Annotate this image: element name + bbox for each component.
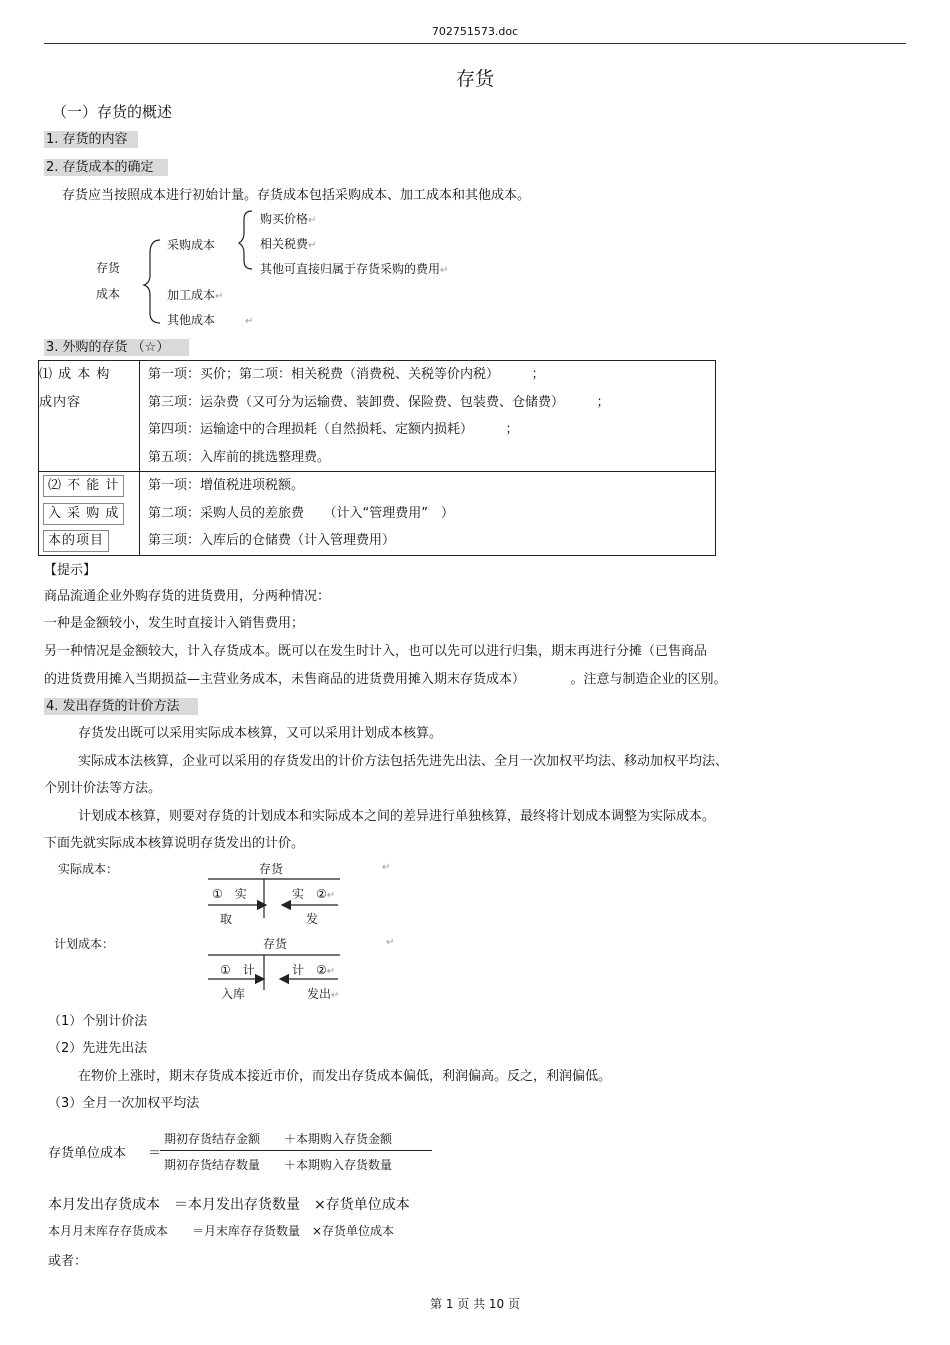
- actual-left-arrow-label: 取: [220, 912, 233, 926]
- formula-issue-cost: 本月发出存货成本 ＝本月发出存货数量 ×存货单位成本: [48, 1197, 410, 1213]
- section4-paragraph: 下面先就实际成本核算说明存货发出的计价。: [44, 836, 305, 851]
- or-text: 或者：: [48, 1254, 88, 1269]
- tree-processing-cost: 加工成本↵: [167, 288, 224, 302]
- actual-account-title: 存货: [259, 862, 284, 876]
- tree-root-line1: 存货: [96, 261, 121, 275]
- tree-purchase-item-3: 其他可直接归属于存货采购的费用↵: [260, 262, 449, 276]
- tree-root-line2: 成本: [96, 287, 121, 301]
- plan-right-entry: 计 ②↵: [292, 963, 336, 977]
- fraction-bar: [160, 1150, 432, 1151]
- actual-cost-label: 实际成本：: [58, 862, 119, 876]
- plan-left-entry: ① 计: [220, 963, 255, 977]
- actual-right-entry: 实 ②↵: [292, 887, 336, 901]
- t-account-lines: [200, 870, 360, 1000]
- subheading-1: 1. 存货的内容: [44, 128, 138, 147]
- tree-purchase-item-2: 相关税费↵: [260, 237, 317, 251]
- tip-line: 的进货费用摊入当期损益—主营业务成本，未售商品的进货费用摊入期末存货成本） 。注意与制造企业的区别。: [44, 672, 727, 687]
- section4-paragraph: 个别计价法等方法。: [44, 781, 162, 796]
- plan-account-title: 存货: [263, 937, 288, 951]
- section4-paragraph: 计划成本核算，则要对存货的计划成本和实际成本之间的差异进行单独核算，最终将计划成本调整为实际成本。: [78, 809, 716, 824]
- subheading-3: 3. 外购的存货 （☆）: [44, 336, 189, 355]
- paragraph-cost-intro: 存货应当按照成本进行初始计量。存货成本包括采购成本、加工成本和其他成本。: [62, 188, 531, 203]
- return-mark-icon: ↵: [386, 937, 395, 948]
- tree-purchase-item-1: 购买价格↵: [260, 212, 317, 226]
- table-row: [39, 472, 716, 556]
- table-cell-label: ⑴ 成 本 构 成内容: [39, 361, 140, 472]
- page-footer: 第 1 页 共 10 页: [430, 1297, 520, 1311]
- method-3: （3）全月一次加权平均法: [48, 1096, 200, 1111]
- return-mark-icon: ↵: [382, 862, 391, 873]
- formula-denominator: 期初存货结存数量 ＋本期购入存货数量: [164, 1158, 393, 1172]
- page-title: 存货: [455, 68, 494, 90]
- formula-ending-cost: 本月月末库存存货成本 ＝月末库存存货数量 ×存货单位成本: [48, 1224, 395, 1238]
- section4-paragraph: 存货发出既可以采用实际成本核算，又可以采用计划成本核算。: [78, 726, 443, 741]
- table-cell-items: 第一项：买价；第二项：相关税费（消费税、关税等价内税） ； 第三项：运杂费（又可分为运输费、装卸费、保险费、包装费、仓储费） ； 第四项：运输途中的合理损耗（自然损耗、定额内损耗） ； 第五项：入库前的挑选整理费。: [140, 361, 716, 472]
- method-1: （1）个别计价法: [48, 1014, 148, 1029]
- tip-label: 【提示】: [44, 563, 97, 578]
- tree-purchase-cost: 采购成本: [167, 238, 216, 252]
- subheading-4: 4. 发出存货的计价方法: [44, 695, 198, 714]
- tip-line: 一种是金额较小，发生时直接计入销售费用；: [44, 616, 305, 631]
- section-heading: （一）存货的概述: [52, 103, 173, 121]
- plan-cost-label: 计划成本：: [54, 937, 115, 951]
- tree-other-cost: 其他成本 ↵: [167, 313, 254, 327]
- actual-right-arrow-label: 发: [306, 912, 319, 926]
- formula-equals: ＝: [148, 1146, 162, 1161]
- actual-left-entry: ① 实: [212, 887, 247, 901]
- tip-line: 商品流通企业外购存货的进货费用，分两种情况：: [44, 589, 331, 604]
- subheading-2: 2. 存货成本的确定: [44, 156, 168, 175]
- plan-right-arrow-label: 发出↵: [307, 987, 340, 1001]
- section4-paragraph: 实际成本法核算，企业可以采用的存货发出的计价方法包括先进先出法、全月一次加权平均法、移动加权平均法、: [78, 754, 729, 769]
- header-rule: [44, 43, 906, 44]
- table-row: [39, 361, 716, 472]
- formula-lhs: 存货单位成本: [48, 1146, 127, 1161]
- formula-numerator: 期初存货结存金额 ＋本期购入存货金额: [164, 1132, 393, 1146]
- method-2-description: 在物价上涨时，期末存货成本接近市价，而发出存货成本偏低，利润偏高。反之，利润偏低。: [78, 1069, 612, 1084]
- method-2: （2）先进先出法: [48, 1041, 148, 1056]
- table-cell-items: 第一项：增值税进项税额。 第二项：采购人员的差旅费 （计入“管理费用” ） 第三项：入库后的仓储费（计入管理费用）: [140, 472, 716, 556]
- plan-left-arrow-label: 入库: [221, 987, 246, 1001]
- table-cell-label: ⑵ 不 能 计 入 采 购 成 本的项目: [39, 472, 140, 556]
- tip-line: 另一种情况是金额较大，计入存货成本。既可以在发生时计入，也可以先可以进行归集，期末再进行分摊（已售商品: [44, 644, 708, 659]
- purchase-cost-table: [38, 360, 716, 556]
- document-header-filename: 702751573.doc: [431, 25, 519, 38]
